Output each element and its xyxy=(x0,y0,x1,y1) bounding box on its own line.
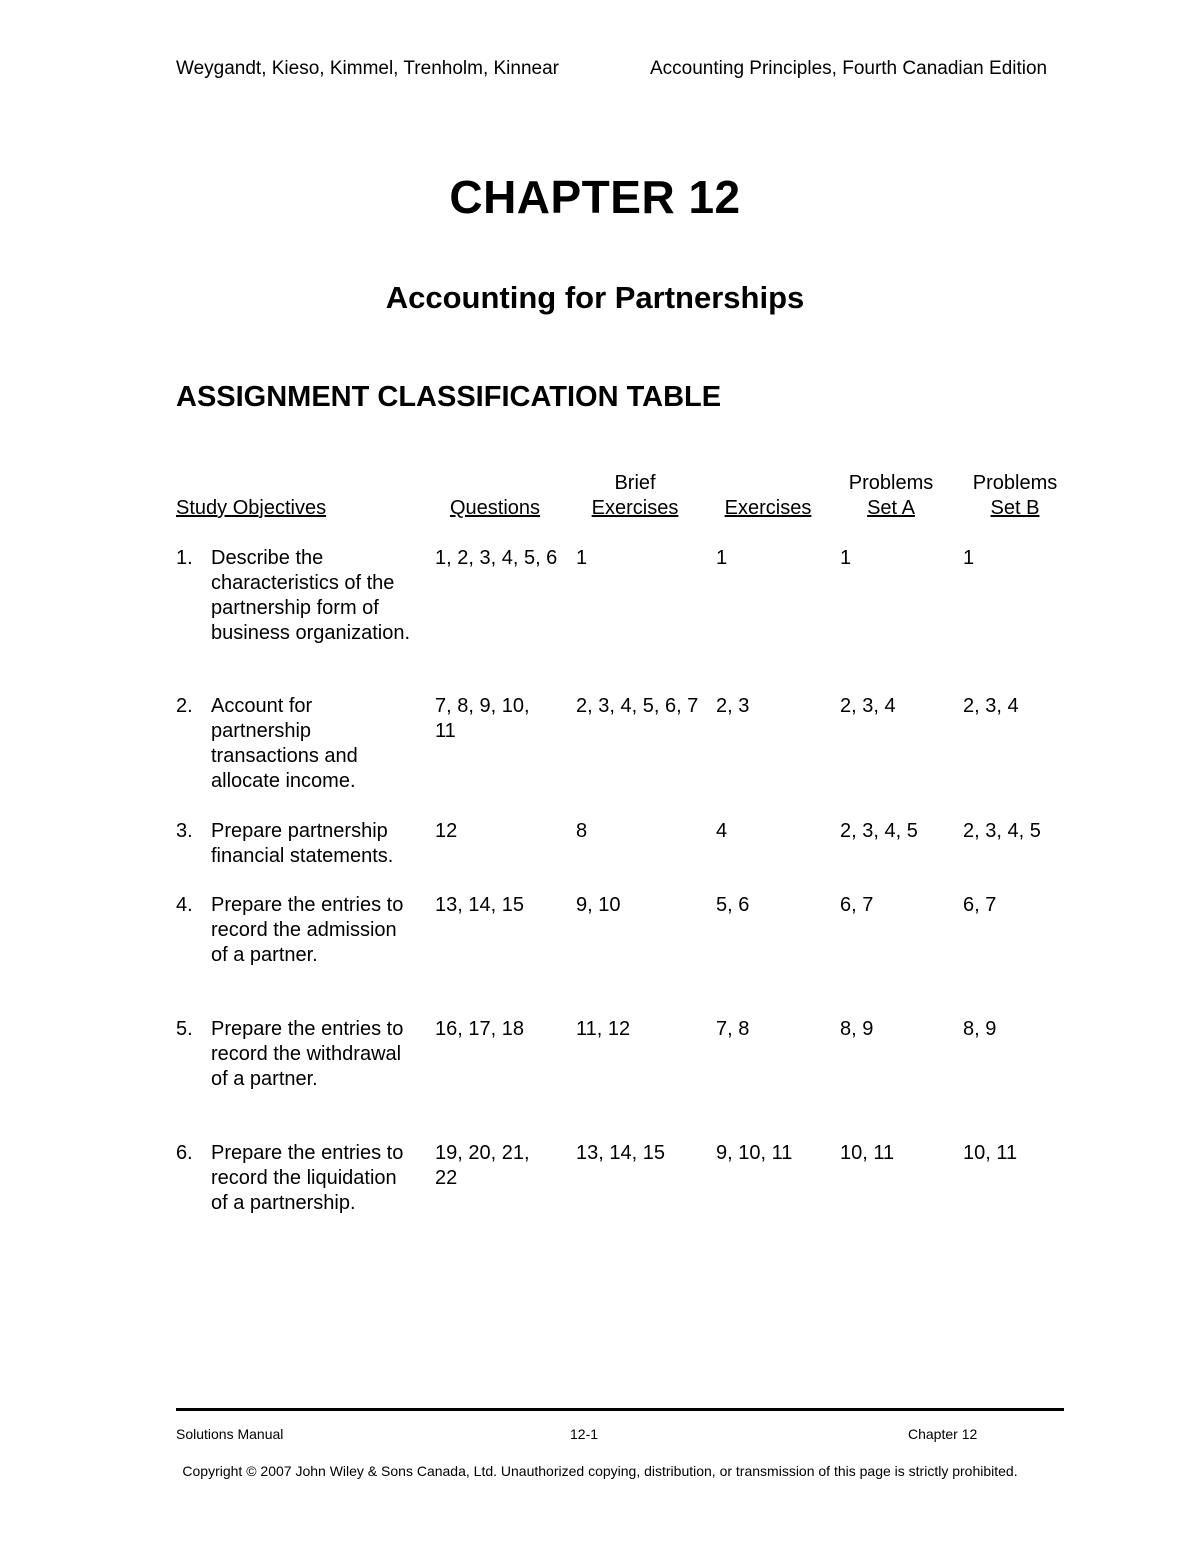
objective-text: Describe the characteristics of the partnership form of business organization. xyxy=(211,547,411,644)
col-header-exercises xyxy=(708,496,828,521)
questions-cell: 19, 20, 21, 22 xyxy=(435,1142,530,1189)
problems-set-b-cell: 8, 9 xyxy=(963,1018,997,1040)
col-header-brief-exercises-line2: Exercises xyxy=(591,497,679,519)
col-header-problems-set-a-line1: Problems xyxy=(848,472,934,494)
col-header-problems-set-b xyxy=(960,471,1070,521)
section-title: ASSIGNMENT CLASSIFICATION TABLE xyxy=(176,381,722,413)
chapter-subtitle: Accounting for Partnerships xyxy=(385,280,805,315)
col-header-brief-exercises xyxy=(570,471,700,521)
objective-text: Prepare the entries to record the withdrawal of a partner. xyxy=(211,1018,404,1090)
header-book-title: Accounting Principles, Fourth Canadian Edition xyxy=(650,58,1048,79)
objective-number: 2. xyxy=(176,695,193,717)
header-authors: Weygandt, Kieso, Kimmel, Trenholm, Kinnear xyxy=(176,58,559,79)
col-header-questions xyxy=(430,496,560,521)
objective-text: Prepare partnership financial statements. xyxy=(211,820,394,867)
problems-set-b-cell: 10, 11 xyxy=(963,1142,1018,1164)
col-header-problems-set-a xyxy=(836,471,946,521)
questions-cell: 12 xyxy=(435,820,458,842)
problems-set-a-cell: 2, 3, 4 xyxy=(840,695,896,717)
exercises-cell: 9, 10, 11 xyxy=(716,1142,793,1164)
problems-set-b-cell: 2, 3, 4, 5 xyxy=(963,820,1041,842)
brief-exercises-cell: 9, 10 xyxy=(576,894,621,916)
objective-number: 6. xyxy=(176,1142,193,1164)
exercises-cell: 7, 8 xyxy=(716,1018,750,1040)
questions-cell: 7, 8, 9, 10, 11 xyxy=(435,695,530,742)
exercises-cell: 4 xyxy=(716,820,728,842)
footer-chapter-label: Chapter 12 xyxy=(908,1426,978,1442)
problems-set-b-cell: 2, 3, 4 xyxy=(963,695,1019,717)
col-header-questions-label: Questions xyxy=(449,497,541,519)
objective-number: 3. xyxy=(176,820,193,842)
problems-set-a-cell: 2, 3, 4, 5 xyxy=(840,820,918,842)
problems-set-b-cell: 1 xyxy=(963,547,975,569)
problems-set-a-cell: 1 xyxy=(840,547,852,569)
problems-set-a-cell: 6, 7 xyxy=(840,894,874,916)
objective-number: 5. xyxy=(176,1018,193,1040)
problems-set-b-cell: 6, 7 xyxy=(963,894,997,916)
exercises-cell: 5, 6 xyxy=(716,894,750,916)
questions-cell: 1, 2, 3, 4, 5, 6 xyxy=(435,547,558,569)
brief-exercises-cell: 2, 3, 4, 5, 6, 7 xyxy=(576,695,699,717)
problems-set-a-cell: 10, 11 xyxy=(840,1142,895,1164)
footer-divider xyxy=(176,1408,1064,1411)
col-header-exercises-label: Exercises xyxy=(724,497,812,519)
footer-page-number: 12-1 xyxy=(570,1426,599,1442)
brief-exercises-cell: 1 xyxy=(576,547,588,569)
brief-exercises-cell: 13, 14, 15 xyxy=(576,1142,665,1164)
objective-number: 4. xyxy=(176,894,193,916)
col-header-brief-exercises-line1: Brief xyxy=(614,472,656,494)
footer-manual-label: Solutions Manual xyxy=(176,1426,284,1442)
problems-set-a-cell: 8, 9 xyxy=(840,1018,874,1040)
objective-number: 1. xyxy=(176,547,193,569)
objective-text: Account for partnership transactions and allocate income. xyxy=(211,695,358,792)
col-header-study-objectives xyxy=(176,496,326,521)
copyright-notice: Copyright © 2007 John Wiley & Sons Canada, Ltd. Unauthorized copying, distribution, or transmission of this page is strictly prohibited. xyxy=(182,1463,1018,1479)
questions-cell: 16, 17, 18 xyxy=(435,1018,524,1040)
exercises-cell: 1 xyxy=(716,547,728,569)
brief-exercises-cell: 11, 12 xyxy=(576,1018,631,1040)
col-header-problems-set-b-line1: Problems xyxy=(972,472,1058,494)
objective-text: Prepare the entries to record the liquidation of a partnership. xyxy=(211,1142,404,1214)
objective-text: Prepare the entries to record the admission of a partner. xyxy=(211,894,404,966)
col-header-study-objectives-label: Study Objectives xyxy=(176,497,327,519)
brief-exercises-cell: 8 xyxy=(576,820,588,842)
col-header-problems-set-a-line2: Set A xyxy=(867,497,915,519)
exercises-cell: 2, 3 xyxy=(716,695,750,717)
col-header-problems-set-b-line2: Set B xyxy=(990,497,1040,519)
chapter-title: CHAPTER 12 xyxy=(449,171,741,223)
questions-cell: 13, 14, 15 xyxy=(435,894,524,916)
